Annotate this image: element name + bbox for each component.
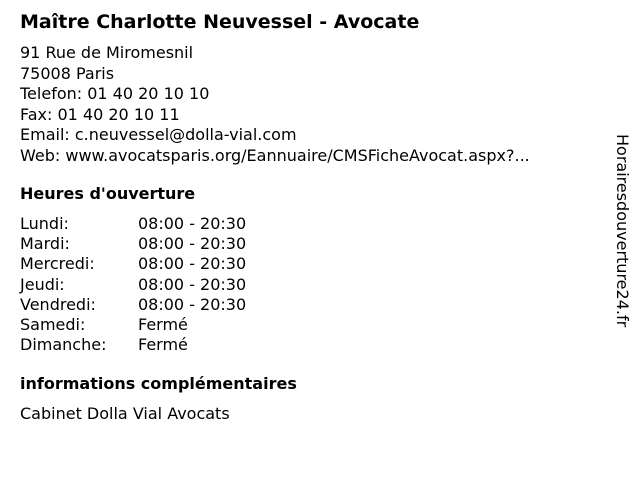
day-label: Jeudi:	[20, 274, 65, 294]
time-value: 08:00 - 20:30	[138, 234, 247, 254]
time-value: 08:00 - 20:30	[138, 294, 247, 314]
email-address: Email: c.neuvessel@dolla-vial.com	[20, 125, 297, 144]
contact-block	[20, 43, 530, 166]
fax-number: Fax: 01 40 20 10 11	[20, 104, 180, 124]
hours-row-friday	[20, 295, 246, 315]
time-value: Fermé	[138, 335, 188, 355]
hours-row-saturday	[20, 315, 246, 335]
additional-info-heading: informations complémentaires	[20, 374, 297, 393]
time-value: 08:00 - 20:30	[138, 274, 247, 294]
time-value: Fermé	[138, 314, 188, 334]
website-link[interactable]: Web: www.avocatsparis.org/Eannuaire/CMSFicheAvocat.aspx?...	[20, 145, 530, 165]
additional-info-text: Cabinet Dolla Vial Avocats	[20, 404, 230, 423]
day-label: Dimanche:	[20, 335, 107, 355]
opening-hours-table	[20, 214, 246, 355]
day-label: Vendredi:	[20, 294, 96, 314]
phone-number: Telefon: 01 40 20 10 10	[20, 84, 210, 103]
hours-row-wednesday	[20, 254, 246, 274]
time-value: 08:00 - 20:30	[138, 254, 247, 274]
page-title: Maître Charlotte Neuvessel - Avocate	[20, 11, 420, 33]
address-street: 91 Rue de Miromesnil	[20, 43, 194, 62]
address-city: 75008 Paris	[20, 63, 115, 83]
day-label: Samedi:	[20, 314, 86, 334]
site-watermark: Horairesdouverture24.fr	[613, 134, 632, 328]
time-value: 08:00 - 20:30	[138, 214, 247, 233]
day-label: Mercredi:	[20, 254, 95, 274]
day-label: Lundi:	[20, 214, 69, 233]
hours-row-thursday	[20, 275, 246, 295]
opening-hours-heading: Heures d'ouverture	[20, 184, 196, 203]
hours-row-monday	[20, 214, 246, 234]
hours-row-tuesday	[20, 234, 246, 254]
day-label: Mardi:	[20, 234, 70, 254]
hours-row-sunday	[20, 335, 246, 355]
